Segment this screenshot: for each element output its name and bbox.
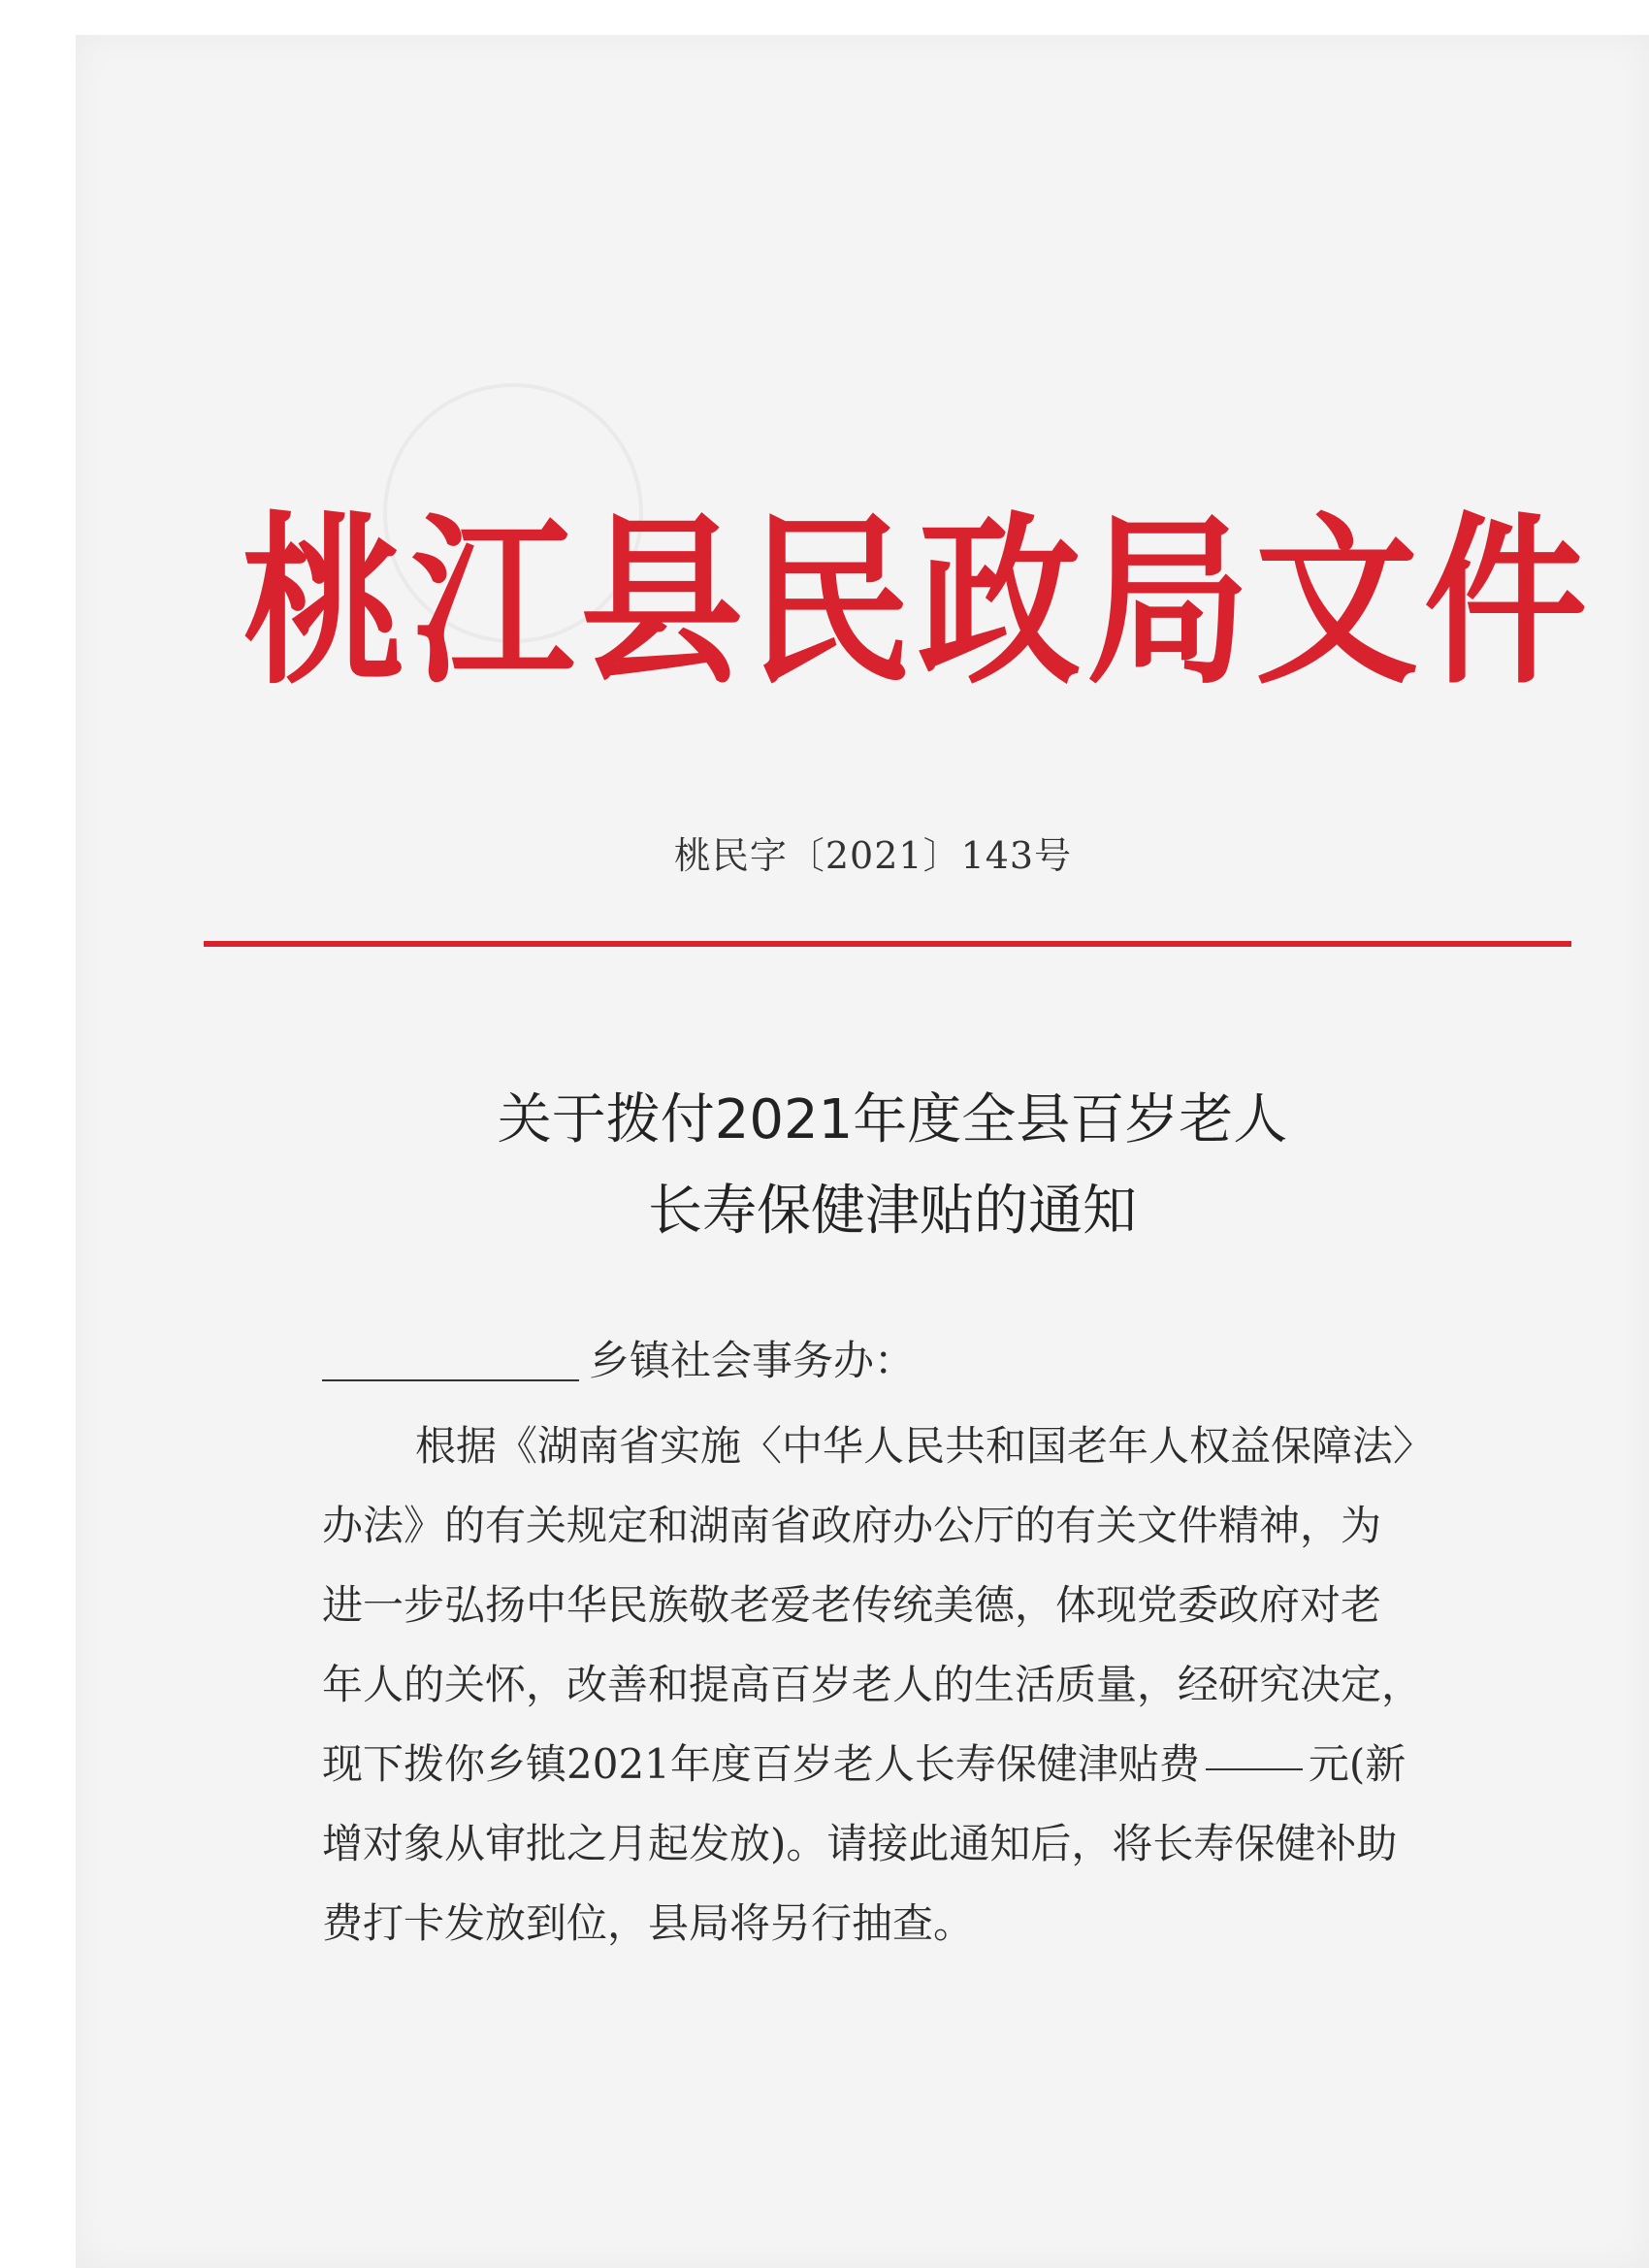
notice-title [291, 1075, 1494, 1257]
scan-border-left [0, 35, 76, 2268]
body-line-5-tail: 元(新 [1308, 1740, 1406, 1788]
body-line-7: 费打卡发放到位，县局将另行抽查。 [322, 1899, 975, 1947]
body-line-5 [322, 1725, 1476, 1804]
body-line-5-text: 现下拨你乡镇2021年度百岁老人长寿保健津贴费 [322, 1740, 1200, 1788]
document-masthead: 桃江县民政局文件 [242, 494, 1593, 709]
addressee-line [322, 1329, 915, 1393]
amount-blank [1206, 1768, 1303, 1770]
notice-body [322, 1407, 1476, 1963]
body-line-1: 根据《湖南省实施〈中华人民共和国老年人权益保障法〉 [415, 1422, 1435, 1470]
body-line-4: 年人的关怀，改善和提高百岁老人的生活质量，经研究决定， [322, 1661, 1423, 1708]
body-line-6: 增对象从审批之月起发放)。请接此通知后，将长寿保健补助 [322, 1820, 1398, 1867]
document-number: 桃民字〔2021〕143号 [673, 834, 1073, 877]
title-line-1: 关于拨付2021年度全县百岁老人 [497, 1088, 1288, 1151]
red-separator-rule [204, 941, 1571, 947]
title-line-2: 长寿保健津贴的通知 [648, 1180, 1137, 1243]
scan-border-top [0, 0, 1649, 35]
body-line-3: 进一步弘扬中华民族敬老爱老传统美德，体现党委政府对老 [322, 1581, 1382, 1629]
body-line-2: 办法》的有关规定和湖南省政府办公厅的有关文件精神，为 [322, 1502, 1382, 1549]
addressee-text: 乡镇社会事务办： [589, 1337, 916, 1384]
addressee-blank [322, 1379, 579, 1381]
